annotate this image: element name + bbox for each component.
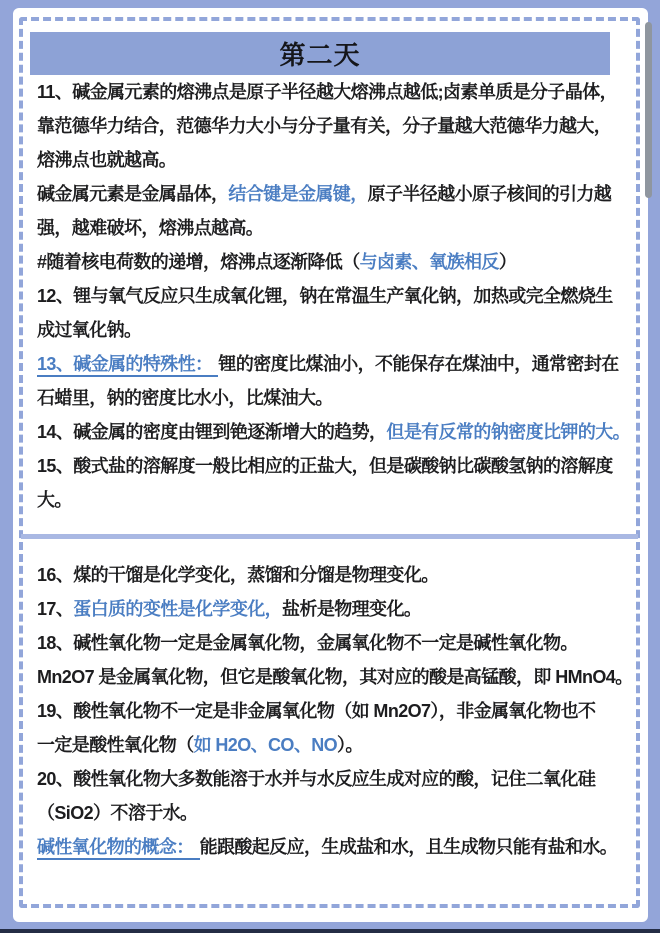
- text-run: 11、碱金属元素的熔沸点是原子半径越大熔沸点越低;卤素单质是分子晶体，: [37, 82, 618, 102]
- text-line: [37, 381, 637, 415]
- text-run: 锂的密度比煤油小，不能保存在煤油中，通常密封在: [218, 354, 619, 374]
- text-run: 17、: [37, 599, 74, 619]
- scrollbar-thumb[interactable]: [645, 22, 652, 198]
- text-run: 20、酸性氧化物大多数能溶于水并与水反应生成对应的酸，记住二氧化硅: [37, 769, 596, 789]
- text-line: [37, 245, 637, 279]
- text-run: 盐析是物理变化。: [282, 599, 422, 619]
- text-line: [37, 75, 637, 109]
- text-run: 成过氧化钠。: [37, 320, 142, 340]
- text-run: 大。: [37, 490, 72, 510]
- text-line: [37, 347, 637, 381]
- text-run: 15、酸式盐的溶解度一般比相应的正盐大，但是碳酸钠比碳酸氢钠的溶解度: [37, 456, 613, 476]
- text-line: [37, 109, 637, 143]
- text-line: [37, 143, 637, 177]
- notes-section-11-15: [37, 75, 637, 517]
- text-run: ）: [498, 252, 517, 272]
- text-run: 12、锂与氧气反应只生成氧化锂，钠在常温生产氧化钠，加热或完全燃烧生: [37, 286, 613, 306]
- text-run: 原子半径越小原子核间的引力越: [367, 184, 612, 204]
- text-run: 16、煤的干馏是化学变化，蒸馏和分馏是物理变化。: [37, 565, 439, 585]
- text-run: 强，越难破坏，熔沸点越高。: [37, 218, 264, 238]
- text-run: Mn2O7 是金属氧化物，但它是酸氧化物，其对应的酸是高锰酸，即 HMnO4。: [37, 667, 633, 687]
- text-run: 14、碱金属的密度由锂到铯逐渐增大的趋势，: [37, 422, 387, 442]
- highlight-run: 蛋白质的变性是化学变化，: [73, 599, 283, 619]
- text-run: 石蜡里，钠的密度比水小，比煤油大。: [37, 388, 333, 408]
- highlight-run: 结合键是金属键，: [228, 184, 368, 204]
- text-run: 熔沸点也就越高。: [37, 150, 177, 170]
- text-run: 靠范德华力结合，范德华力大小与分子量有关，分子量越大范德华力越大，: [37, 116, 612, 136]
- highlight-run: 碱性氧化物的概念：: [37, 837, 200, 860]
- highlight-run: 如 H2O、CO、NO: [193, 735, 338, 755]
- text-run: #随着核电荷数的递增，熔沸点逐渐降低（: [37, 252, 360, 272]
- text-run: 18、碱性氧化物一定是金属氧化物，金属氧化物不一定是碱性氧化物。: [37, 633, 578, 653]
- notes-section-16-20: [37, 558, 637, 864]
- text-run: 能跟酸起反应，生成盐和水，且生成物只能有盐和水。: [199, 837, 618, 857]
- text-line: [37, 626, 637, 660]
- text-run: 一定是酸性氧化物（: [37, 735, 194, 755]
- text-line: [37, 660, 637, 694]
- text-line: [37, 483, 637, 517]
- highlight-run: 与卤素、氧族相反: [359, 252, 499, 272]
- text-line: [37, 449, 637, 483]
- text-line: [37, 796, 637, 830]
- text-line: [37, 211, 637, 245]
- text-run: （SiO2）不溶于水。: [37, 803, 198, 823]
- text-run: ）。: [337, 735, 363, 755]
- text-line: [37, 558, 637, 592]
- text-line: [37, 592, 637, 626]
- text-line: [37, 830, 637, 864]
- text-line: [37, 313, 637, 347]
- text-line: [37, 415, 637, 449]
- highlight-run: 但是有反常的钠密度比钾的大。: [386, 422, 631, 442]
- text-run: 19、酸性氧化物不一定是非金属氧化物（如 Mn2O7），非金属氧化物也不: [37, 701, 596, 721]
- text-line: [37, 762, 637, 796]
- highlight-run: 13、碱金属的特殊性：: [37, 354, 218, 377]
- text-line: [37, 177, 637, 211]
- section-divider: [21, 534, 638, 539]
- bottom-edge-line: [0, 929, 660, 933]
- text-line: [37, 279, 637, 313]
- title-banner: [30, 32, 610, 75]
- text-line: [37, 728, 637, 762]
- text-line: [37, 694, 637, 728]
- page-title: 第二天: [279, 40, 361, 70]
- text-run: 碱金属元素是金属晶体，: [37, 184, 229, 204]
